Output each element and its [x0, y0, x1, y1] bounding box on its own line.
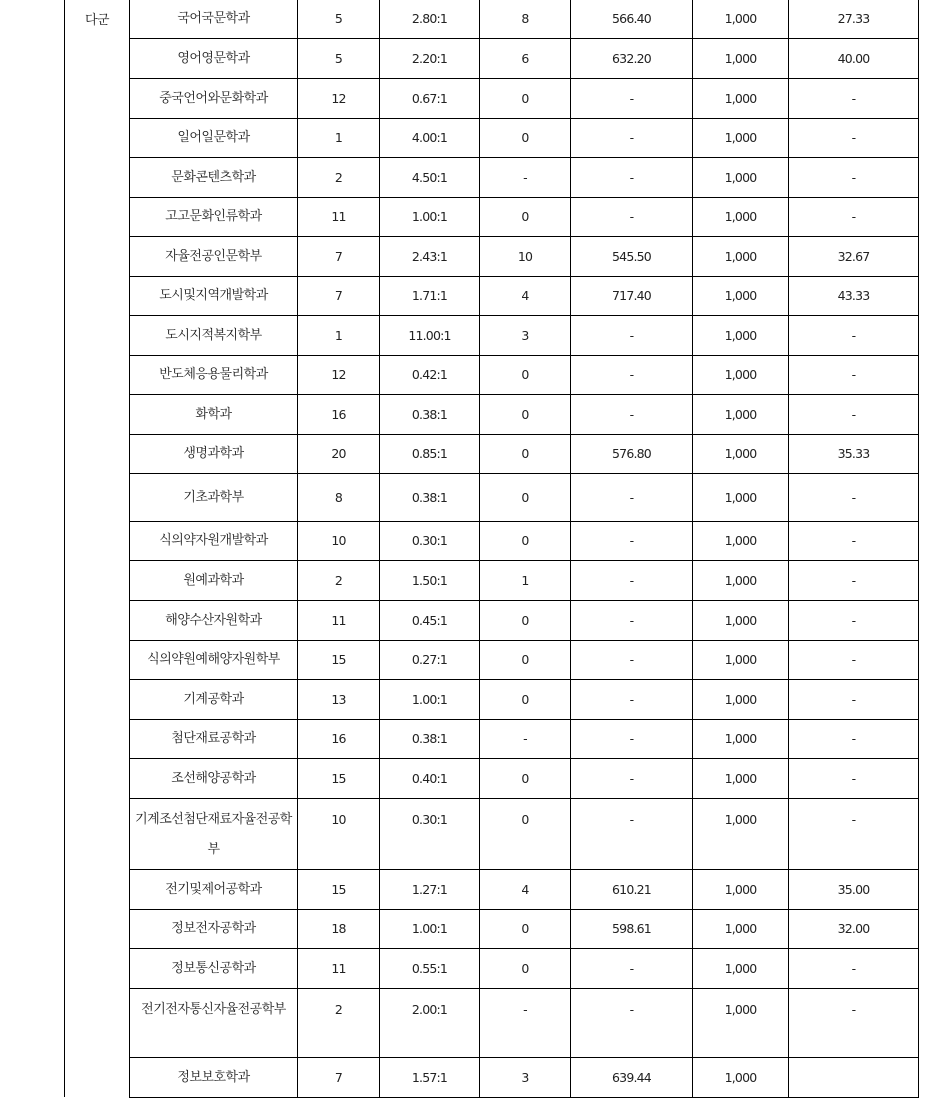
quota-cell: 11: [298, 198, 380, 237]
table-row: [130, 989, 919, 1058]
column-4-cell: 3: [480, 1058, 571, 1098]
department-name-cell: 전기전자통신자율전공학부: [130, 989, 298, 1058]
table-row: [130, 79, 919, 119]
quota-cell: 1: [298, 316, 380, 356]
competition-ratio-cell: 0.45:1: [380, 601, 480, 641]
quota-cell: 5: [298, 39, 380, 79]
department-name-cell: 전기및제어공학과: [130, 870, 298, 910]
column-5-cell: -: [571, 799, 693, 870]
column-4-cell: 0: [480, 949, 571, 989]
column-6-cell: 1,000: [693, 474, 789, 522]
column-6-cell: 1,000: [693, 522, 789, 561]
quota-cell: 10: [298, 799, 380, 870]
column-7-cell: -: [789, 949, 919, 989]
column-6-cell: 1,000: [693, 119, 789, 158]
column-7-cell: 35.33: [789, 435, 919, 474]
quota-cell: 15: [298, 641, 380, 680]
column-4-cell: 0: [480, 356, 571, 395]
table-body: [130, 0, 919, 1098]
column-4-cell: 8: [480, 0, 571, 39]
column-4-cell: 0: [480, 198, 571, 237]
column-5-cell: -: [571, 356, 693, 395]
table-row: [130, 680, 919, 720]
quota-cell: 11: [298, 949, 380, 989]
admission-results-table: [129, 0, 919, 1098]
group-cell: [65, 0, 129, 1097]
column-4-cell: 0: [480, 474, 571, 522]
column-4-cell: 0: [480, 910, 571, 949]
column-5-cell: 566.40: [571, 0, 693, 39]
department-name-cell: 정보전자공학과: [130, 910, 298, 949]
table-row: [130, 910, 919, 949]
competition-ratio-cell: 0.55:1: [380, 949, 480, 989]
column-7-cell: -: [789, 799, 919, 870]
competition-ratio-cell: 1.00:1: [380, 910, 480, 949]
column-6-cell: 1,000: [693, 949, 789, 989]
competition-ratio-cell: 0.85:1: [380, 435, 480, 474]
table-row: [130, 949, 919, 989]
department-name-cell: 반도체응용물리학과: [130, 356, 298, 395]
column-7-cell: -: [789, 356, 919, 395]
competition-ratio-cell: 1.00:1: [380, 680, 480, 720]
column-5-cell: -: [571, 522, 693, 561]
column-6-cell: 1,000: [693, 910, 789, 949]
quota-cell: 18: [298, 910, 380, 949]
competition-ratio-cell: 0.30:1: [380, 522, 480, 561]
column-5-cell: -: [571, 641, 693, 680]
column-7-cell: -: [789, 158, 919, 198]
competition-ratio-cell: 0.38:1: [380, 720, 480, 759]
column-6-cell: 1,000: [693, 79, 789, 119]
column-6-cell: 1,000: [693, 720, 789, 759]
table-row: [130, 39, 919, 79]
column-6-cell: 1,000: [693, 799, 789, 870]
column-6-cell: 1,000: [693, 989, 789, 1058]
department-name-cell: 도시지적복지학부: [130, 316, 298, 356]
table-row: [130, 799, 919, 870]
column-6-cell: 1,000: [693, 680, 789, 720]
column-4-cell: 6: [480, 39, 571, 79]
department-name-cell: 생명과학과: [130, 435, 298, 474]
column-4-cell: 0: [480, 799, 571, 870]
competition-ratio-cell: 0.38:1: [380, 395, 480, 435]
column-4-cell: -: [480, 158, 571, 198]
column-4-cell: 0: [480, 522, 571, 561]
column-5-cell: 576.80: [571, 435, 693, 474]
competition-ratio-cell: 0.30:1: [380, 799, 480, 870]
table-row: [130, 1058, 919, 1098]
competition-ratio-cell: 2.00:1: [380, 989, 480, 1058]
column-5-cell: 545.50: [571, 237, 693, 277]
department-name-cell: 정보보호학과: [130, 1058, 298, 1098]
column-5-cell: 639.44: [571, 1058, 693, 1098]
column-5-cell: 632.20: [571, 39, 693, 79]
quota-cell: 11: [298, 601, 380, 641]
department-name-cell: 도시및지역개발학과: [130, 277, 298, 316]
department-name-cell: 중국언어와문화학과: [130, 79, 298, 119]
competition-ratio-cell: 1.57:1: [380, 1058, 480, 1098]
column-5-cell: -: [571, 949, 693, 989]
competition-ratio-cell: 0.67:1: [380, 79, 480, 119]
competition-ratio-cell: 0.38:1: [380, 474, 480, 522]
column-7-cell: -: [789, 474, 919, 522]
table-row: [130, 395, 919, 435]
column-7-cell: 43.33: [789, 277, 919, 316]
quota-cell: 13: [298, 680, 380, 720]
table-row: [130, 237, 919, 277]
department-name-cell: 조선해양공학과: [130, 759, 298, 799]
column-5-cell: -: [571, 79, 693, 119]
department-name-cell: 자율전공인문학부: [130, 237, 298, 277]
department-name-cell: 식의약원예해양자원학부: [130, 641, 298, 680]
column-6-cell: 1,000: [693, 641, 789, 680]
column-4-cell: 0: [480, 601, 571, 641]
column-6-cell: 1,000: [693, 0, 789, 39]
column-7-cell: -: [789, 641, 919, 680]
department-name-cell: 기계조선첨단재료자율전공학부: [130, 799, 298, 870]
quota-cell: 2: [298, 989, 380, 1058]
column-7-cell: -: [789, 680, 919, 720]
competition-ratio-cell: 2.43:1: [380, 237, 480, 277]
table-row: [130, 870, 919, 910]
column-7-cell: -: [789, 79, 919, 119]
competition-ratio-cell: 0.40:1: [380, 759, 480, 799]
quota-cell: 8: [298, 474, 380, 522]
quota-cell: 7: [298, 277, 380, 316]
column-7-cell: 40.00: [789, 39, 919, 79]
competition-ratio-cell: 2.80:1: [380, 0, 480, 39]
column-7-cell: -: [789, 395, 919, 435]
table-row: [130, 720, 919, 759]
column-5-cell: -: [571, 198, 693, 237]
department-name-cell: 일어일문학과: [130, 119, 298, 158]
column-5-cell: -: [571, 158, 693, 198]
department-name-cell: 정보통신공학과: [130, 949, 298, 989]
table-row: [130, 277, 919, 316]
column-4-cell: 4: [480, 277, 571, 316]
column-7-cell: -: [789, 316, 919, 356]
quota-cell: 7: [298, 237, 380, 277]
column-4-cell: 1: [480, 561, 571, 601]
competition-ratio-cell: 0.42:1: [380, 356, 480, 395]
table-row: [130, 198, 919, 237]
table-row: [130, 561, 919, 601]
table-row: [130, 356, 919, 395]
column-5-cell: -: [571, 395, 693, 435]
column-5-cell: -: [571, 474, 693, 522]
column-6-cell: 1,000: [693, 39, 789, 79]
column-5-cell: -: [571, 759, 693, 799]
competition-ratio-cell: 0.27:1: [380, 641, 480, 680]
column-6-cell: 1,000: [693, 277, 789, 316]
competition-ratio-cell: 2.20:1: [380, 39, 480, 79]
column-5-cell: -: [571, 561, 693, 601]
column-4-cell: 0: [480, 680, 571, 720]
column-7-cell: 35.00: [789, 870, 919, 910]
department-name-cell: 해양수산자원학과: [130, 601, 298, 641]
column-4-cell: 10: [480, 237, 571, 277]
competition-ratio-cell: 1.71:1: [380, 277, 480, 316]
column-4-cell: 4: [480, 870, 571, 910]
column-6-cell: 1,000: [693, 1058, 789, 1098]
competition-ratio-cell: 4.50:1: [380, 158, 480, 198]
department-name-cell: 첨단재료공학과: [130, 720, 298, 759]
quota-cell: 16: [298, 395, 380, 435]
table-row: [130, 641, 919, 680]
quota-cell: 10: [298, 522, 380, 561]
column-6-cell: 1,000: [693, 237, 789, 277]
table-row: [130, 119, 919, 158]
quota-cell: 1: [298, 119, 380, 158]
department-name-cell: 화학과: [130, 395, 298, 435]
column-5-cell: -: [571, 316, 693, 356]
column-4-cell: -: [480, 989, 571, 1058]
quota-cell: 20: [298, 435, 380, 474]
column-5-cell: 717.40: [571, 277, 693, 316]
column-6-cell: 1,000: [693, 356, 789, 395]
department-name-cell: 기계공학과: [130, 680, 298, 720]
column-6-cell: 1,000: [693, 601, 789, 641]
column-6-cell: 1,000: [693, 316, 789, 356]
column-4-cell: 0: [480, 395, 571, 435]
column-6-cell: 1,000: [693, 158, 789, 198]
competition-ratio-cell: 1.50:1: [380, 561, 480, 601]
competition-ratio-cell: 1.27:1: [380, 870, 480, 910]
column-5-cell: 598.61: [571, 910, 693, 949]
column-7-cell: 32.67: [789, 237, 919, 277]
competition-ratio-cell: 4.00:1: [380, 119, 480, 158]
column-7-cell: -: [789, 522, 919, 561]
column-5-cell: -: [571, 680, 693, 720]
table-row: [130, 316, 919, 356]
quota-cell: 5: [298, 0, 380, 39]
department-name-cell: 원예과학과: [130, 561, 298, 601]
column-6-cell: 1,000: [693, 395, 789, 435]
table-row: [130, 759, 919, 799]
column-4-cell: -: [480, 720, 571, 759]
department-name-cell: 고고문화인류학과: [130, 198, 298, 237]
quota-cell: 12: [298, 79, 380, 119]
column-4-cell: 0: [480, 79, 571, 119]
column-6-cell: 1,000: [693, 870, 789, 910]
column-6-cell: 1,000: [693, 759, 789, 799]
column-4-cell: 3: [480, 316, 571, 356]
column-7-cell: 27.33: [789, 0, 919, 39]
column-7-cell: -: [789, 759, 919, 799]
department-name-cell: 식의약자원개발학과: [130, 522, 298, 561]
group-label: 다군: [84, 13, 110, 28]
column-6-cell: 1,000: [693, 561, 789, 601]
column-6-cell: 1,000: [693, 198, 789, 237]
column-7-cell: [789, 1058, 919, 1098]
column-7-cell: -: [789, 989, 919, 1058]
column-6-cell: 1,000: [693, 435, 789, 474]
quota-cell: 15: [298, 759, 380, 799]
table-row: [130, 474, 919, 522]
column-7-cell: -: [789, 119, 919, 158]
table-row: [130, 0, 919, 39]
column-5-cell: -: [571, 119, 693, 158]
column-7-cell: 32.00: [789, 910, 919, 949]
column-4-cell: 0: [480, 435, 571, 474]
quota-cell: 16: [298, 720, 380, 759]
quota-cell: 7: [298, 1058, 380, 1098]
department-name-cell: 국어국문학과: [130, 0, 298, 39]
column-5-cell: 610.21: [571, 870, 693, 910]
column-7-cell: -: [789, 561, 919, 601]
quota-cell: 2: [298, 561, 380, 601]
column-7-cell: -: [789, 601, 919, 641]
department-name-cell: 영어영문학과: [130, 39, 298, 79]
column-4-cell: 0: [480, 119, 571, 158]
column-5-cell: -: [571, 989, 693, 1058]
column-7-cell: -: [789, 198, 919, 237]
column-4-cell: 0: [480, 641, 571, 680]
quota-cell: 12: [298, 356, 380, 395]
table-row: [130, 522, 919, 561]
table-row: [130, 601, 919, 641]
department-name-cell: 문화콘텐츠학과: [130, 158, 298, 198]
column-4-cell: 0: [480, 759, 571, 799]
department-name-cell: 기초과학부: [130, 474, 298, 522]
table-row: [130, 158, 919, 198]
competition-ratio-cell: 1.00:1: [380, 198, 480, 237]
table-row: [130, 435, 919, 474]
column-7-cell: -: [789, 720, 919, 759]
column-5-cell: -: [571, 720, 693, 759]
competition-ratio-cell: 11.00:1: [380, 316, 480, 356]
column-5-cell: -: [571, 601, 693, 641]
quota-cell: 2: [298, 158, 380, 198]
quota-cell: 15: [298, 870, 380, 910]
